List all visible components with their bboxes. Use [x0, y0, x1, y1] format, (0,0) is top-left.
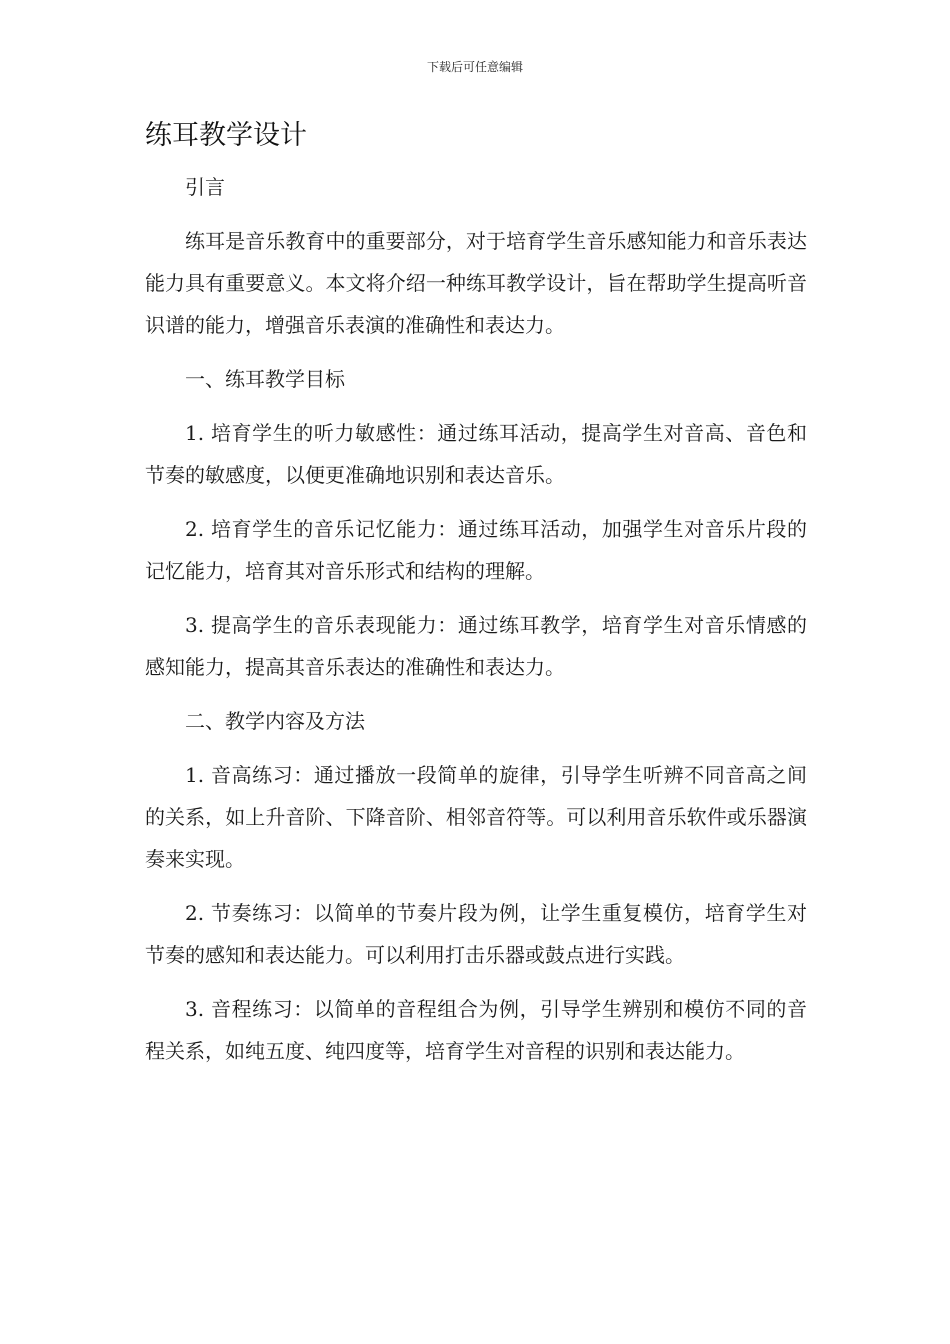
- document-title: 练耳教学设计: [145, 120, 307, 151]
- section-heading-goals: 一、练耳教学目标: [185, 367, 345, 391]
- section-heading-intro: 引言: [185, 175, 225, 199]
- list-item-goal-3: 3. 提高学生的音乐表现能力：通过练耳教学，培育学生对音乐情感的感知能力，提高其音乐表达的准确性和表达力。: [145, 613, 807, 679]
- list-item-method-2: 2. 节奏练习：以简单的节奏片段为例，让学生重复模仿，培育学生对节奏的感知和表达能力。可以利用打击乐器或鼓点进行实践。: [145, 901, 807, 967]
- section-heading-methods: 二、教学内容及方法: [185, 709, 365, 733]
- list-item-method-3: 3. 音程练习：以简单的音程组合为例，引导学生辨别和模仿不同的音程关系，如纯五度、纯四度等，培育学生对音程的识别和表达能力。: [145, 997, 807, 1063]
- list-item-method-1: 1. 音高练习：通过播放一段简单的旋律，引导学生听辨不同音高之间的关系，如上升音阶、下降音阶、相邻音符等。可以利用音乐软件或乐器演奏来实现。: [145, 763, 807, 871]
- header-note: 下载后可任意编辑: [426, 60, 523, 74]
- list-item-goal-2: 2. 培育学生的音乐记忆能力：通过练耳活动，加强学生对音乐片段的记忆能力，培育其对音乐形式和结构的理解。: [145, 517, 807, 583]
- document-body: [145, 166, 807, 1084]
- paragraph-intro: 练耳是音乐教育中的重要部分，对于培育学生音乐感知能力和音乐表达能力具有重要意义。本文将介绍一种练耳教学设计，旨在帮助学生提高听音识谱的能力，增强音乐表演的准确性和表达力。: [145, 229, 807, 337]
- list-item-goal-1: 1. 培育学生的听力敏感性：通过练耳活动，提高学生对音高、音色和节奏的敏感度，以便更准确地识别和表达音乐。: [145, 421, 807, 487]
